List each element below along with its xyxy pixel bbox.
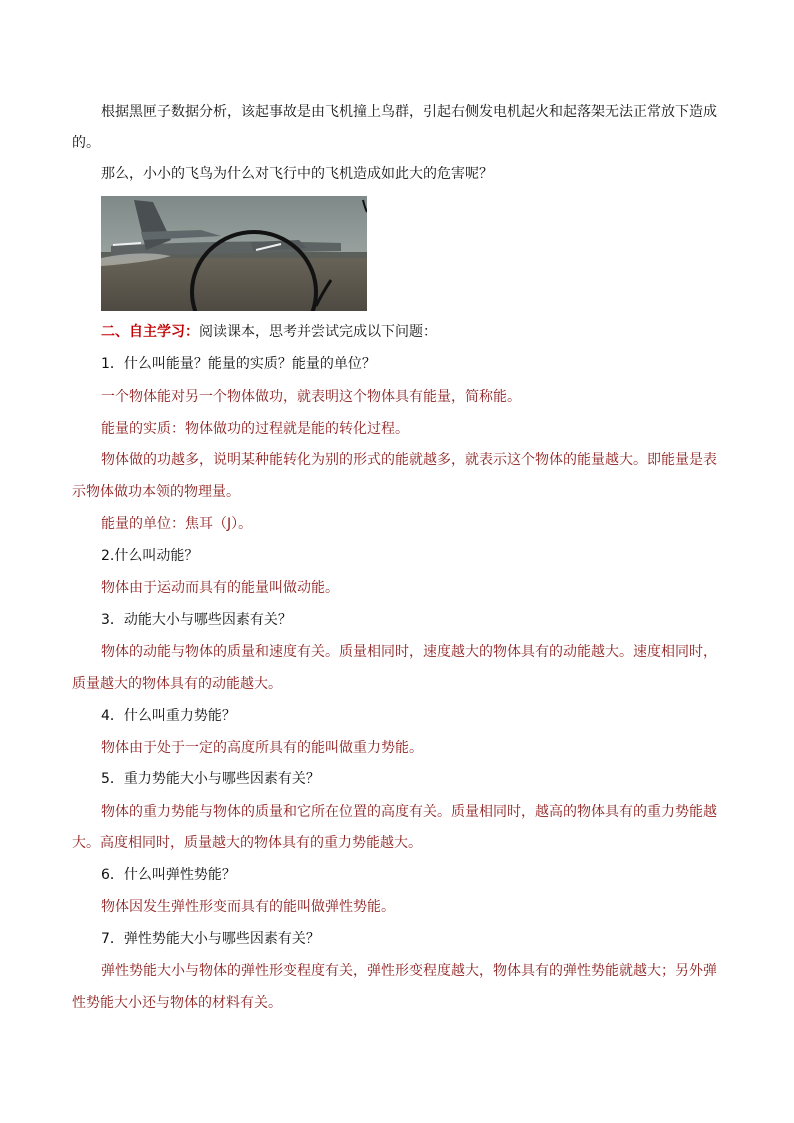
answer-1-energy-unit: 能量的单位：焦耳（J）。 <box>101 516 253 532</box>
answer-4: 物体由于处于一定的高度所具有的能叫做重力势能。 <box>101 740 423 756</box>
intro-text: 根据黑匣子数据分析，该起事故是由飞机撞上鸟群，引起右侧发电机起火和起落架无法正常放下造成 <box>101 104 717 120</box>
answer-7: 弹性势能大小与物体的弹性形变程度有关，弹性形变程度越大，物体具有的弹性势能就越大；另外弹 <box>101 963 717 979</box>
intro-text-continued: 的。 <box>72 135 100 151</box>
airplane-bird-strike-photo <box>101 196 367 311</box>
answer-1-energy-essence: 能量的实质：物体做功的过程就是能的转化过程。 <box>101 421 409 437</box>
question-4: 4．什么叫重力势能？ <box>101 708 236 724</box>
answer-3-continued: 质量越大的物体具有的动能越大。 <box>72 676 282 692</box>
section-heading <box>101 322 437 342</box>
answer-2: 物体由于运动而具有的能量叫做动能。 <box>101 580 339 596</box>
answer-5: 物体的重力势能与物体的质量和它所在位置的高度有关。质量相同时，越高的物体具有的重力势能越 <box>101 804 717 820</box>
question-6: 6．什么叫弹性势能？ <box>101 867 236 883</box>
answer-3: 物体的动能与物体的质量和速度有关。质量相同时，速度越大的物体具有的动能越大。速度相同时， <box>101 644 717 660</box>
intro-question: 那么，小小的飞鸟为什么对飞行中的飞机造成如此大的危害呢？ <box>101 166 493 182</box>
question-7: 7．弹性势能大小与哪些因素有关？ <box>101 931 320 947</box>
question-2: 2.什么叫动能？ <box>101 548 199 564</box>
section-instruction: 阅读课本，思考并尝试完成以下问题： <box>199 324 437 340</box>
answer-1-energy-work-continued: 示物体做功本领的物理量。 <box>72 484 240 500</box>
question-5: 5．重力势能大小与哪些因素有关？ <box>101 771 320 787</box>
answer-6: 物体因发生弹性形变而具有的能叫做弹性势能。 <box>101 899 395 915</box>
question-3: 3．动能大小与哪些因素有关？ <box>101 612 292 628</box>
answer-7-continued: 性势能大小还与物体的材料有关。 <box>72 995 282 1011</box>
section-heading-label: 二、自主学习： <box>101 324 199 340</box>
question-1: 1．什么叫能量？能量的实质？能量的单位？ <box>101 356 376 372</box>
answer-5-continued: 大。高度相同时，质量越大的物体具有的重力势能越大。 <box>72 835 422 851</box>
answer-1-energy-work: 物体做的功越多，说明某种能转化为别的形式的能就越多，就表示这个物体的能量越大。即能量是表 <box>101 452 717 468</box>
answer-1-energy-definition: 一个物体能对另一个物体做功，就表明这个物体具有能量，简称能。 <box>101 389 521 405</box>
